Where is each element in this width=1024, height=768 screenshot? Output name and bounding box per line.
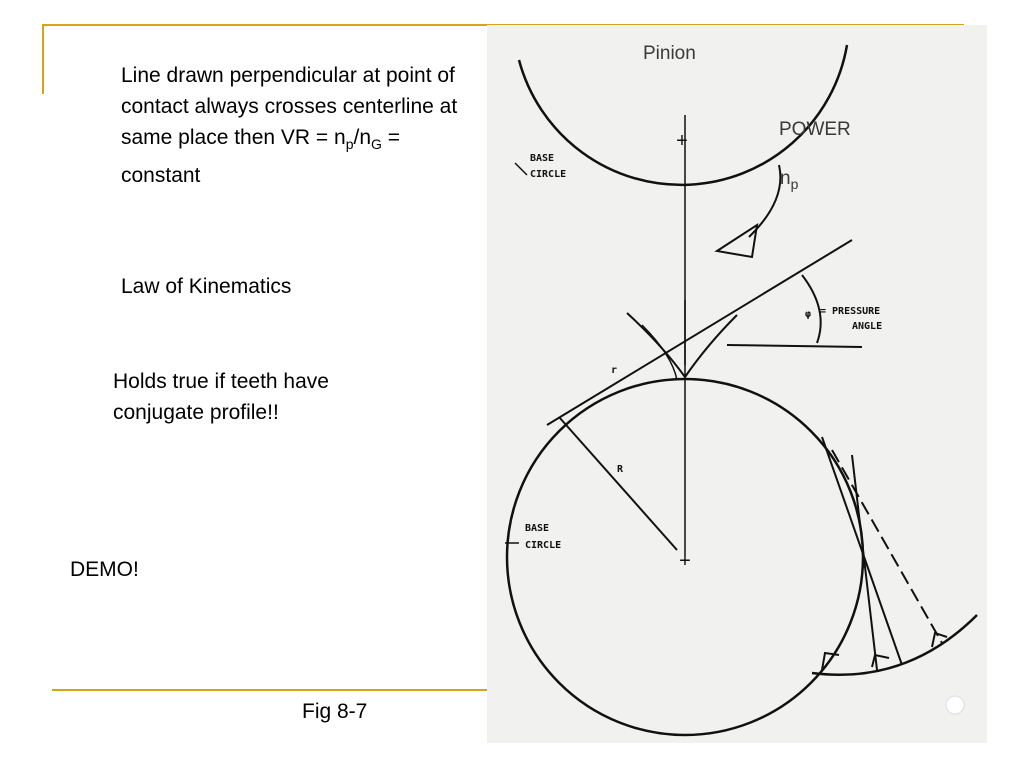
hw-R: R	[617, 464, 624, 475]
label-power: POWER	[779, 119, 851, 140]
hw-phi: φ	[805, 309, 812, 320]
figure-caption: Fig 8-7	[302, 700, 368, 723]
gear-diagram	[487, 25, 987, 743]
label-np: $n_p$	[780, 168, 799, 192]
hw-base-1: BASE	[530, 153, 555, 164]
pressure-reference-line	[727, 345, 862, 347]
hw-r: r	[611, 365, 618, 376]
hw-base-2: BASE	[525, 523, 550, 534]
arrowhead	[717, 225, 757, 257]
body-text-conjugate: Holds true if teeth have conjugate profile!!	[113, 370, 329, 424]
right-angle-mark-2	[872, 655, 889, 667]
hw-pressure: = PRESSURE	[820, 306, 881, 317]
left-accent-rule	[42, 24, 44, 94]
gear-radius	[559, 417, 677, 550]
scan-hole	[946, 696, 964, 714]
tangent-line-1	[822, 437, 902, 665]
line-of-action	[547, 240, 852, 425]
body-text-law: Law of Kinematics	[121, 275, 292, 298]
hw-circle-2: CIRCLE	[525, 540, 562, 551]
tangent-line-3	[852, 455, 877, 670]
body-text-velocity-ratio: Line drawn perpendicular at point of contact always crosses centerline at same place then VR = $n_p/n_G$ = constant	[121, 64, 458, 188]
hw-angle: ANGLE	[852, 321, 883, 332]
body-text-demo: DEMO!	[70, 558, 139, 581]
base-circle-pointer-1	[515, 163, 527, 175]
pinion-center-mark: +	[676, 130, 688, 152]
bottom-accent-rule	[52, 689, 492, 691]
label-pinion: Pinion	[643, 43, 696, 64]
tangent-line-2	[832, 450, 942, 643]
hw-circle-1: CIRCLE	[530, 169, 567, 180]
gear-center-mark: +	[679, 550, 691, 572]
pinion-circle	[519, 45, 847, 185]
gear-figure-scan	[487, 25, 987, 743]
